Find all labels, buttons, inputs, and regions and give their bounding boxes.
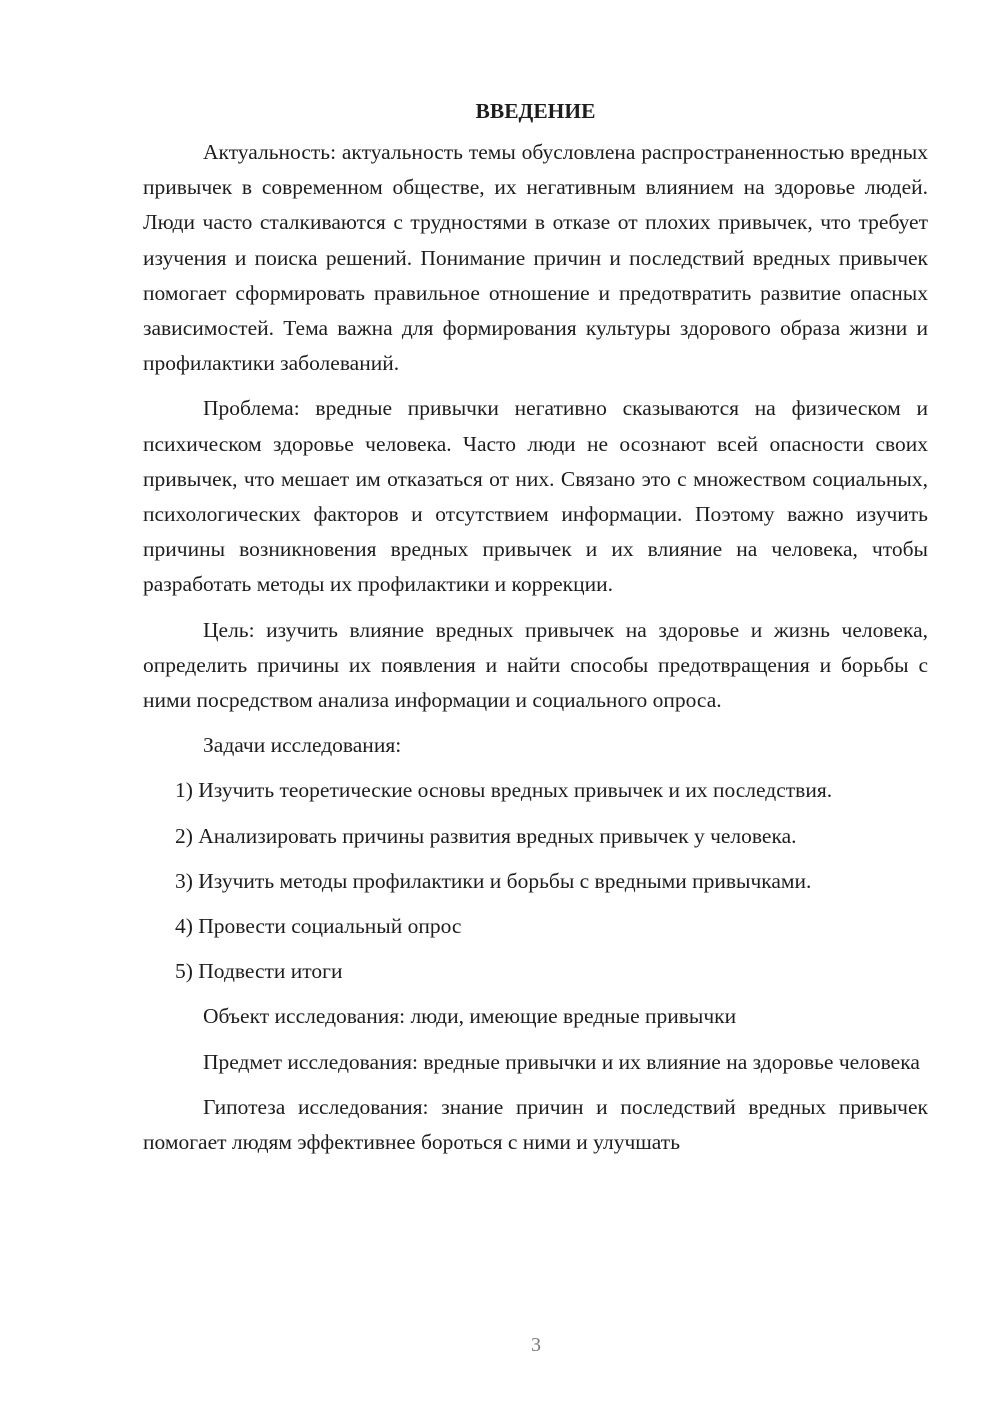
problem-paragraph: Проблема: вредные привычки негативно сказываются на физическом и психическом здоровье человека. Часто люди не осознают всей опасности своих привычек, что мешает им отказаться от них. Связано это с множеством социальных, психологических факторов и отсутствием информации. Поэтому важно изучить причины возникновения вредных привычек и их влияние на человека, чтобы разработать методы их профилактики и коррекции. <box>143 396 928 597</box>
section-title: ВВЕДЕНИЕ <box>475 99 596 123</box>
hypothesis-paragraph: Гипотеза исследования: знание причин и последствий вредных привычек помогает людям эффективнее бороться с ними и улучшать <box>143 1094 928 1155</box>
relevance-paragraph: Актуальность: актуальность темы обусловлена распространенностью вредных привычек в современном обществе, их негативным влиянием на здоровье людей. Люди часто сталкиваются с трудностями в отказе от плохих привычек, что требует изучения и поиска решений. Понимание причин и последствий вредных привычек помогает сформировать правильное отношение и предотвратить развитие опасных зависимостей. Тема важна для формирования культуры здорового образа жизни и профилактики заболеваний. <box>143 140 928 376</box>
list-item: 5) Подвести итоги <box>175 959 343 984</box>
list-item: 2) Анализировать причины развития вредных привычек у человека. <box>175 823 797 848</box>
subject-paragraph: Предмет исследования: вредные привычки и их влияние на здоровье человека <box>203 1049 920 1074</box>
page-content <box>143 94 928 1170</box>
object-paragraph: Объект исследования: люди, имеющие вредные привычки <box>203 1004 737 1029</box>
list-item: 1) Изучить теоретические основы вредных привычек и их последствия. <box>175 778 833 803</box>
list-item: 4) Провести социальный опрос <box>175 914 462 939</box>
tasks-heading: Задачи исследования: <box>203 733 402 758</box>
list-item: 3) Изучить методы профилактики и борьбы с вредными привычками. <box>175 868 812 893</box>
tasks-list <box>143 773 928 989</box>
goal-paragraph: Цель: изучить влияние вредных привычек на здоровье и жизнь человека, определить причины их появления и найти способы предотвращения и борьбы с ними посредством анализа информации и социального опроса. <box>143 617 928 713</box>
page-number: 3 <box>531 1334 541 1356</box>
